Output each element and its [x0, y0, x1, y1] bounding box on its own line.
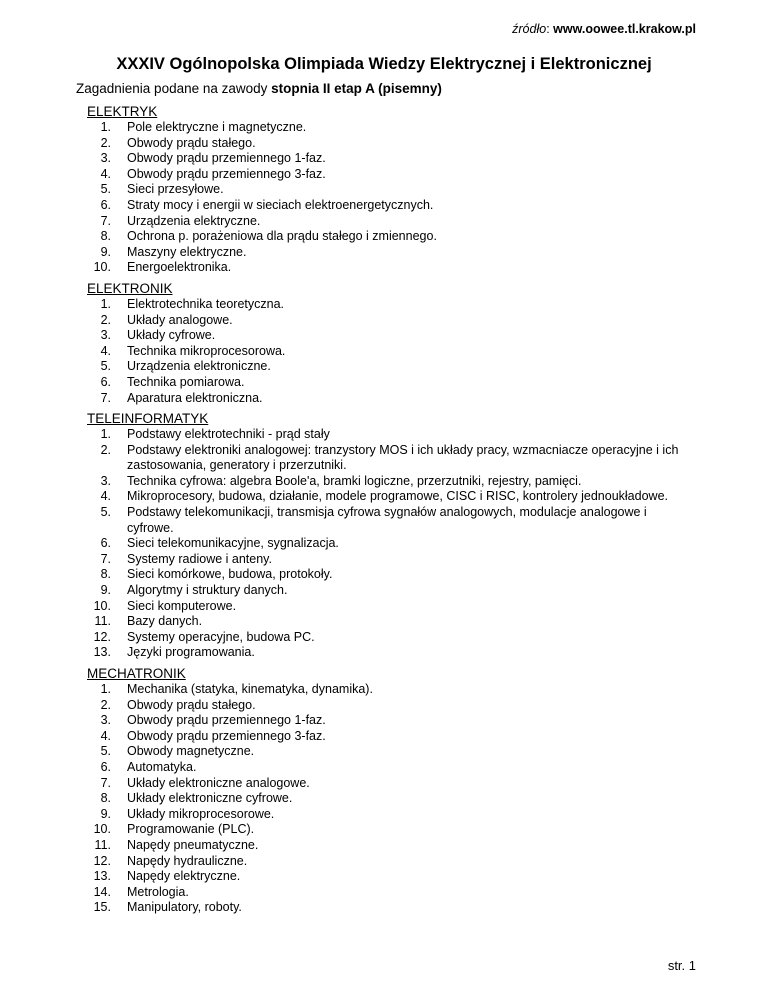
list-item-text: Aparatura elektroniczna. — [127, 390, 263, 405]
list-item — [87, 552, 707, 568]
topic-list — [87, 682, 707, 916]
list-item-text: Sieci telekomunikacyjne, sygnalizacja. — [127, 536, 339, 551]
list-item-number: 4. — [100, 728, 111, 743]
list-item-number: 5. — [100, 182, 111, 197]
list-item — [87, 729, 707, 745]
list-item-number: 9. — [100, 806, 111, 821]
list-item — [87, 713, 707, 729]
list-item — [87, 583, 707, 599]
list-item — [87, 807, 707, 823]
list-item-text: Straty mocy i energii w sieciach elektroenergetycznych. — [127, 197, 434, 212]
list-item-number: 5. — [100, 744, 111, 759]
list-item-text: Obwody prądu przemiennego 3-faz. — [127, 728, 326, 743]
document-subtitle — [76, 81, 442, 96]
list-item-number: 2. — [100, 442, 111, 457]
list-item — [87, 214, 707, 230]
document-title: XXXIV Ogólnopolska Olimpiada Wiedzy Elektrycznej i Elektronicznej — [116, 55, 652, 73]
list-item-number: 9. — [100, 244, 111, 259]
list-item-number: 8. — [100, 229, 111, 244]
list-item — [87, 245, 707, 261]
list-item-number: 7. — [100, 551, 111, 566]
list-item — [87, 297, 707, 313]
list-item-number: 13. — [93, 869, 111, 884]
list-item-text: Urządzenia elektryczne. — [127, 213, 261, 228]
list-item-number: 6. — [100, 536, 111, 551]
list-item — [87, 167, 707, 183]
list-item — [87, 391, 707, 407]
list-item-number: 9. — [100, 583, 111, 598]
list-item-number: 2. — [100, 135, 111, 150]
list-item-text: Podstawy elektroniki analogowej: tranzystory MOS i ich układy pracy, wzmacniacze operacyjne i ich zastosowania, generatory i przerzutniki. — [127, 442, 679, 473]
list-item-text: Obwody magnetyczne. — [127, 744, 255, 759]
list-item-text: Urządzenia elektroniczne. — [127, 359, 271, 374]
list-item-number: 13. — [93, 645, 111, 660]
list-item-number: 10. — [93, 822, 111, 837]
list-item — [87, 229, 707, 245]
list-item-number: 3. — [100, 713, 111, 728]
list-item — [87, 645, 707, 661]
list-item-number: 8. — [100, 791, 111, 806]
list-item — [87, 120, 707, 136]
list-item — [87, 260, 707, 276]
list-item-number: 1. — [100, 427, 111, 442]
list-item-number: 8. — [100, 567, 111, 582]
list-item-text: Pole elektryczne i magnetyczne. — [127, 120, 307, 134]
list-item-text: Układy elektroniczne analogowe. — [127, 775, 310, 790]
list-item-text: Ochrona p. porażeniowa dla prądu stałego i zmiennego. — [127, 229, 437, 244]
list-item — [87, 776, 707, 792]
list-item-text: Obwody prądu przemiennego 1-faz. — [127, 151, 326, 166]
subtitle-prefix: Zagadnienia podane na zawody — [76, 81, 272, 96]
list-item — [87, 614, 707, 630]
list-item-text: Technika pomiarowa. — [127, 374, 245, 389]
list-item-text: Mikroprocesory, budowa, działanie, modele programowe, CISC i RISC, kontrolery jednoukładowe. — [127, 489, 668, 504]
list-item-number: 3. — [100, 151, 111, 166]
list-item — [87, 744, 707, 760]
list-item — [87, 489, 707, 505]
page-number: str. 1 — [667, 958, 696, 973]
list-item-text: Obwody prądu przemiennego 3-faz. — [127, 166, 326, 181]
list-item-number: 5. — [100, 359, 111, 374]
list-item-text: Systemy radiowe i anteny. — [127, 551, 272, 566]
topic-list — [87, 427, 707, 661]
list-item-text: Napędy elektryczne. — [127, 869, 241, 884]
list-item — [87, 375, 707, 391]
section-title: ELEKTRYK — [87, 104, 158, 119]
list-item-text: Napędy hydrauliczne. — [127, 853, 248, 868]
section-elektronik — [87, 280, 707, 406]
list-item — [87, 359, 707, 375]
list-item — [87, 599, 707, 615]
list-item-text: Systemy operacyjne, budowa PC. — [127, 629, 315, 644]
list-item-number: 2. — [100, 312, 111, 327]
list-item-number: 1. — [100, 296, 111, 311]
list-item-number: 5. — [100, 505, 111, 520]
list-item-text: Układy analogowe. — [127, 312, 233, 327]
list-item-number: 1. — [100, 120, 111, 134]
list-item-text: Maszyny elektryczne. — [127, 244, 247, 259]
list-item — [87, 760, 707, 776]
list-item-number: 11. — [94, 837, 111, 852]
list-item-text: Obwody prądu stałego. — [127, 135, 256, 150]
list-item — [87, 427, 707, 443]
list-item-text: Sieci komputerowe. — [127, 598, 237, 613]
list-item-text: Bazy danych. — [127, 614, 203, 629]
section-mechatronik — [87, 665, 707, 916]
source-url: www.oowee.tl.krakow.pl — [553, 22, 696, 36]
list-item — [87, 682, 707, 698]
list-item-text: Technika mikroprocesorowa. — [127, 343, 286, 358]
list-item-number: 10. — [93, 260, 111, 275]
list-item-number: 1. — [100, 682, 111, 696]
list-item — [87, 869, 707, 885]
list-item-number: 10. — [93, 598, 111, 613]
list-item-text: Podstawy telekomunikacji, transmisja cyfrowa sygnałów analogowych, modulacje analogowe i cyfrowe. — [127, 505, 647, 535]
list-item-number: 4. — [100, 489, 111, 504]
topic-list — [87, 120, 707, 276]
list-item-text: Sieci komórkowe, budowa, protokoły. — [127, 567, 333, 582]
list-item-text: Sieci przesyłowe. — [127, 182, 224, 197]
list-item-text: Mechanika (statyka, kinematyka, dynamika). — [127, 682, 373, 696]
list-item-number: 4. — [100, 166, 111, 181]
list-item — [87, 328, 707, 344]
list-item-text: Podstawy elektrotechniki - prąd stały — [127, 427, 330, 442]
section-teleinformatyk — [87, 410, 707, 661]
list-item — [87, 505, 707, 536]
section-elektryk — [87, 103, 707, 276]
list-item — [87, 791, 707, 807]
list-item-number: 12. — [93, 629, 111, 644]
list-item — [87, 182, 707, 198]
section-title: MECHATRONIK — [87, 666, 186, 681]
list-item-number: 7. — [100, 775, 111, 790]
list-item-text: Obwody prądu przemiennego 1-faz. — [127, 713, 326, 728]
list-item-text: Układy cyfrowe. — [127, 328, 216, 343]
list-item-number: 7. — [100, 390, 111, 405]
section-title: ELEKTRONIK — [87, 280, 173, 296]
list-item — [87, 630, 707, 646]
list-item-number: 3. — [100, 473, 111, 488]
list-item-text: Języki programowania. — [127, 645, 255, 660]
list-item-text: Napędy pneumatyczne. — [127, 837, 259, 852]
list-item-number: 7. — [100, 213, 111, 228]
section-title: TELEINFORMATYK — [87, 411, 209, 427]
list-item-text: Manipulatory, roboty. — [127, 900, 242, 915]
list-item — [87, 136, 707, 152]
list-item-number: 6. — [100, 374, 111, 389]
list-item — [87, 567, 707, 583]
list-item — [87, 443, 707, 474]
topic-sections — [87, 103, 707, 920]
list-item — [87, 344, 707, 360]
list-item — [87, 313, 707, 329]
list-item-text: Energoelektronika. — [127, 260, 232, 275]
list-item-text: Automatyka. — [127, 759, 197, 774]
list-item — [87, 474, 707, 490]
list-item-text: Układy mikroprocesorowe. — [127, 806, 275, 821]
source-separator: : — [546, 22, 554, 36]
list-item-number: 12. — [93, 853, 111, 868]
list-item — [87, 838, 707, 854]
list-item — [87, 536, 707, 552]
list-item-number: 3. — [100, 328, 111, 343]
source-attribution — [512, 22, 696, 36]
list-item-text: Obwody prądu stałego. — [127, 697, 256, 712]
list-item-text: Elektrotechnika teoretyczna. — [127, 296, 285, 311]
list-item — [87, 698, 707, 714]
list-item-text: Metrologia. — [127, 884, 189, 899]
list-item-text: Technika cyfrowa: algebra Boole'a, bramki logiczne, przerzutniki, rejestry, pamięci. — [127, 473, 582, 488]
list-item-number: 11. — [94, 614, 111, 629]
list-item — [87, 900, 707, 916]
topic-list — [87, 297, 707, 406]
list-item — [87, 151, 707, 167]
list-item-text: Programowanie (PLC). — [127, 822, 255, 837]
list-item-text: Algorytmy i struktury danych. — [127, 583, 288, 598]
list-item-number: 15. — [93, 900, 111, 915]
list-item — [87, 885, 707, 901]
list-item — [87, 822, 707, 838]
list-item-number: 4. — [100, 343, 111, 358]
list-item-number: 14. — [93, 884, 111, 899]
list-item-text: Układy elektroniczne cyfrowe. — [127, 791, 293, 806]
list-item-number: 6. — [100, 759, 111, 774]
list-item-number: 2. — [100, 697, 111, 712]
list-item — [87, 198, 707, 214]
subtitle-stage: stopnia II etap A (pisemny) — [271, 81, 442, 96]
source-label: źródło — [512, 22, 547, 36]
list-item-number: 6. — [100, 197, 111, 212]
list-item — [87, 854, 707, 870]
